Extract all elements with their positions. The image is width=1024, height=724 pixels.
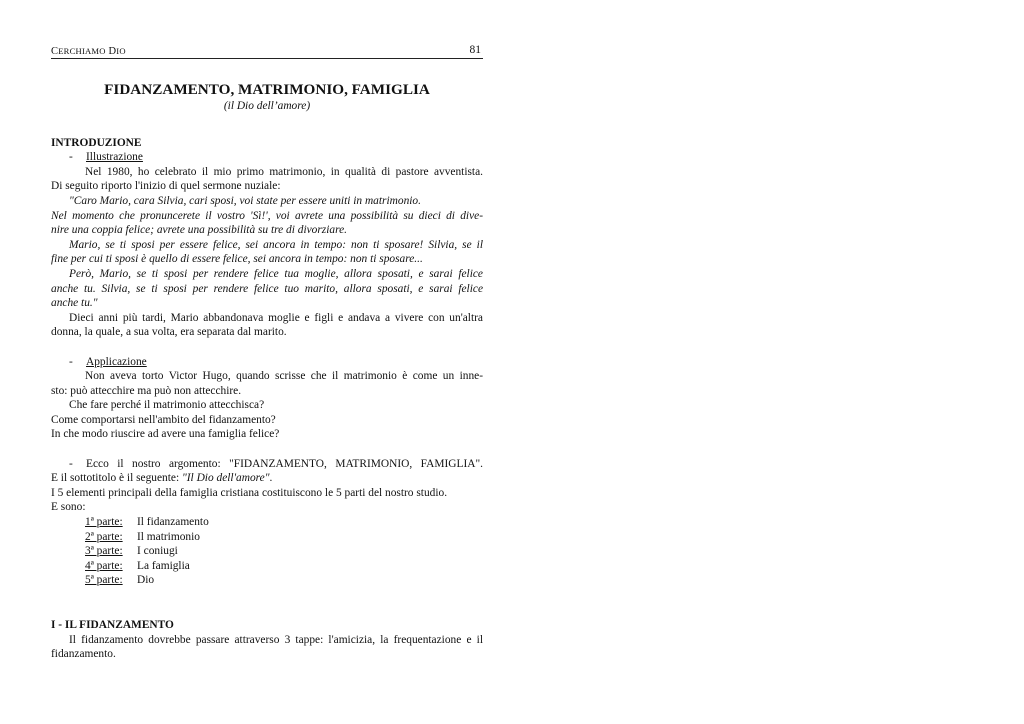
quote-line: anche tu."	[51, 297, 98, 310]
quote-line: "Caro Mario, cara Silvia, cari sposi, voi state per essere uniti in matrimonio.	[69, 194, 421, 207]
paragraph-line: Il fidanzamento dovrebbe passare attraverso 3 tappe: l'amicizia, la frequentazione e il	[69, 633, 483, 646]
paragraph-line: Nel 1980, ho celebrato il mio primo matrimonio, in qualità di pastore avventista.	[85, 165, 483, 178]
paragraph-line: Che fare perché il matrimonio attecchisca?	[69, 399, 265, 412]
chapter-title: FIDANZAMENTO, MATRIMONIO, FAMIGLIA	[104, 81, 430, 98]
paragraph-line: donna, la quale, a sua volta, era separata dal marito.	[51, 326, 287, 339]
chapter-subtitle: (il Dio dell’amore)	[223, 100, 311, 112]
page-number: 81	[469, 44, 481, 56]
list-item: 2ª parte: Il matrimonio	[85, 530, 200, 543]
paragraph-line: Non aveva torto Victor Hugo, quando scrisse che il matrimonio è come un inne-	[85, 370, 483, 383]
quote-line: Mario, se ti sposi per essere felice, sei ancora in tempo: non ti sposare! Silvia, se il	[69, 238, 483, 251]
subheading-applicazione: - Applicazione	[69, 355, 147, 368]
quote-line: nire una coppia felice; avrete una possibilità su tre di divorziare.	[51, 224, 348, 237]
list-item: 4ª parte: La famiglia	[85, 559, 190, 572]
book-page	[51, 40, 483, 662]
running-head: CERCHIAMO DIO	[51, 46, 126, 57]
quote-line: Nel momento che pronuncerete il vostro 'Sì!', voi avrete una possibilità su dieci di dive-	[51, 209, 483, 222]
subheading-illustrazione: - Illustrazione	[69, 151, 143, 164]
list-item: 5ª parte: Dio	[85, 574, 155, 587]
paragraph-line: Di seguito riporto l'inizio di quel sermone nuziale:	[51, 180, 281, 193]
paragraph-line: fidanzamento.	[51, 648, 116, 661]
paragraph-line: - Ecco il nostro argomento: "FIDANZAMENTO, MATRIMONIO, FAMIGLIA".	[69, 457, 483, 470]
list-item: 3ª parte: I coniugi	[85, 545, 178, 558]
quote-line: anche tu. Silvia, se ti sposi per rendere felice tuo marito, allora sposati, e sarai felice	[51, 282, 483, 295]
quote-line: Però, Mario, se ti sposi per rendere felice tua moglie, allora sposati, e sarai felice	[69, 267, 483, 280]
list-item: 1ª parte: Il fidanzamento	[85, 516, 209, 529]
paragraph-line: In che modo riuscire ad avere una famiglia felice?	[51, 428, 280, 441]
quote-line: fine per cui ti sposi è quello di essere felice, sei ancora in tempo: non ti sposare...	[51, 253, 423, 266]
parts-list	[85, 515, 483, 588]
paragraph-line: E il sottotitolo è il seguente: "Il Dio dell'amore".	[51, 472, 273, 485]
paragraph-line: sto: può attecchire ma può non attecchire.	[51, 384, 242, 397]
paragraph-line: E sono:	[51, 501, 86, 514]
paragraph-line: Come comportarsi nell'ambito del fidanzamento?	[51, 413, 276, 426]
section-heading-introduzione: INTRODUZIONE	[51, 136, 142, 149]
page-header	[51, 40, 483, 59]
paragraph-line: Dieci anni più tardi, Mario abbandonava moglie e figli e andava a vivere con un'altra	[69, 311, 483, 324]
section-heading-fidanzamento: I - IL FIDANZAMENTO	[51, 619, 174, 631]
paragraph-line: I 5 elementi principali della famiglia cristiana costituiscono le 5 parti del nostro studio.	[51, 486, 448, 499]
